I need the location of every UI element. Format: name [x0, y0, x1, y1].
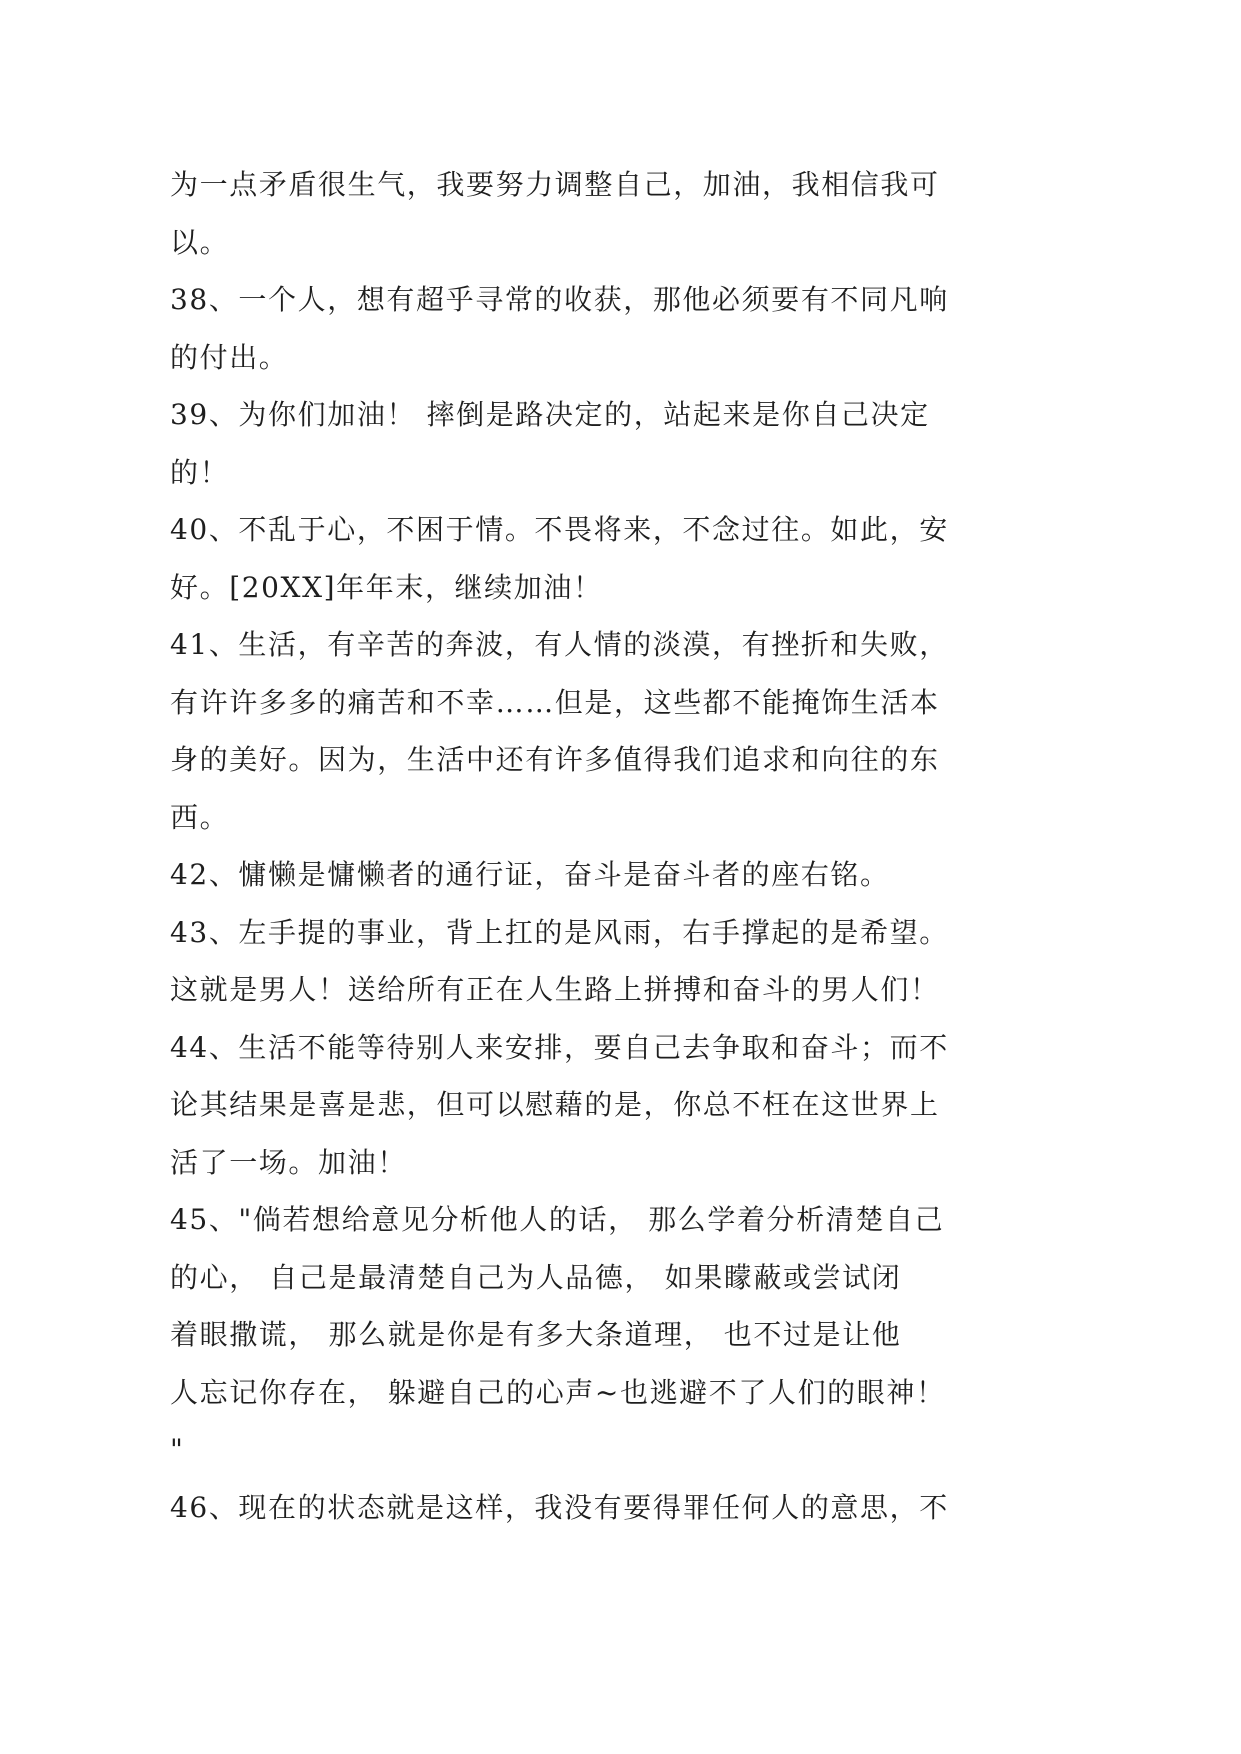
- paragraph-38: [170, 271, 1070, 386]
- text-line: 42、慵懒是慵懒者的通行证，奋斗是奋斗者的座右铭。: [170, 858, 890, 891]
- paragraph-39: [170, 386, 1070, 501]
- paragraph-42: [170, 846, 1070, 904]
- text-line: 论其结果是喜是悲，但可以慰藉的是，你总不枉在这世界上: [170, 1088, 940, 1121]
- paragraph-continued: [170, 156, 1070, 271]
- paragraph-44: [170, 1019, 1070, 1192]
- text-line: 人忘记你存在， 躲避自己的心声~也逃避不了人们的眼神！: [170, 1375, 946, 1409]
- text-line: 46、现在的状态就是这样，我没有要得罪任何人的意思，不: [170, 1490, 949, 1524]
- text-line: ": [170, 1433, 185, 1466]
- paragraph-46: [170, 1479, 1070, 1537]
- text-line: 的心， 自己是最清楚自己为人品德， 如果矇蔽或尝试闭: [170, 1260, 902, 1294]
- text-line: 的付出。: [170, 340, 289, 374]
- text-line: 有许许多多的痛苦和不幸……但是，这些都不能掩饰生活本: [170, 685, 940, 719]
- text-line: 的！: [170, 455, 230, 489]
- text-line: 43、左手提的事业，背上扛的是风雨，右手撑起的是希望。: [170, 915, 949, 949]
- text-line: 以。: [170, 225, 230, 259]
- paragraph-41: [170, 616, 1070, 846]
- text-line: 着眼撒谎， 那么就是你是有多大条道理， 也不过是让他: [170, 1318, 902, 1351]
- text-line: 40、不乱于心，不困于情。不畏将来，不念过往。如此，安: [170, 513, 949, 546]
- text-line: 为一点矛盾很生气，我要努力调整自己，加油，我相信我可: [170, 168, 940, 201]
- text-line: 45、"倘若想给意见分析他人的话， 那么学着分析清楚自己: [170, 1203, 945, 1236]
- paragraph-45: [170, 1191, 1070, 1479]
- body-text: [170, 156, 1070, 1536]
- paragraph-40: [170, 501, 1070, 616]
- text-line: 39、为你们加油！ 摔倒是路决定的，站起来是你自己决定: [170, 398, 930, 431]
- text-line: 38、一个人，想有超乎寻常的收获，那他必须要有不同凡响: [170, 283, 949, 316]
- text-line: 41、生活，有辛苦的奔波，有人情的淡漠，有挫折和失败，: [170, 628, 949, 661]
- text-line: 这就是男人！送给所有正在人生路上拼搏和奋斗的男人们！: [170, 973, 940, 1006]
- text-line: 好。[20XX]年年末，继续加油！: [170, 570, 603, 604]
- text-line: 活了一场。加油！: [170, 1145, 407, 1179]
- paragraph-43: [170, 904, 1070, 1019]
- text-line: 44、生活不能等待别人来安排，要自己去争取和奋斗；而不: [170, 1030, 949, 1064]
- text-line: 西。: [170, 800, 230, 834]
- text-line: 身的美好。因为，生活中还有许多值得我们追求和向往的东: [170, 743, 940, 776]
